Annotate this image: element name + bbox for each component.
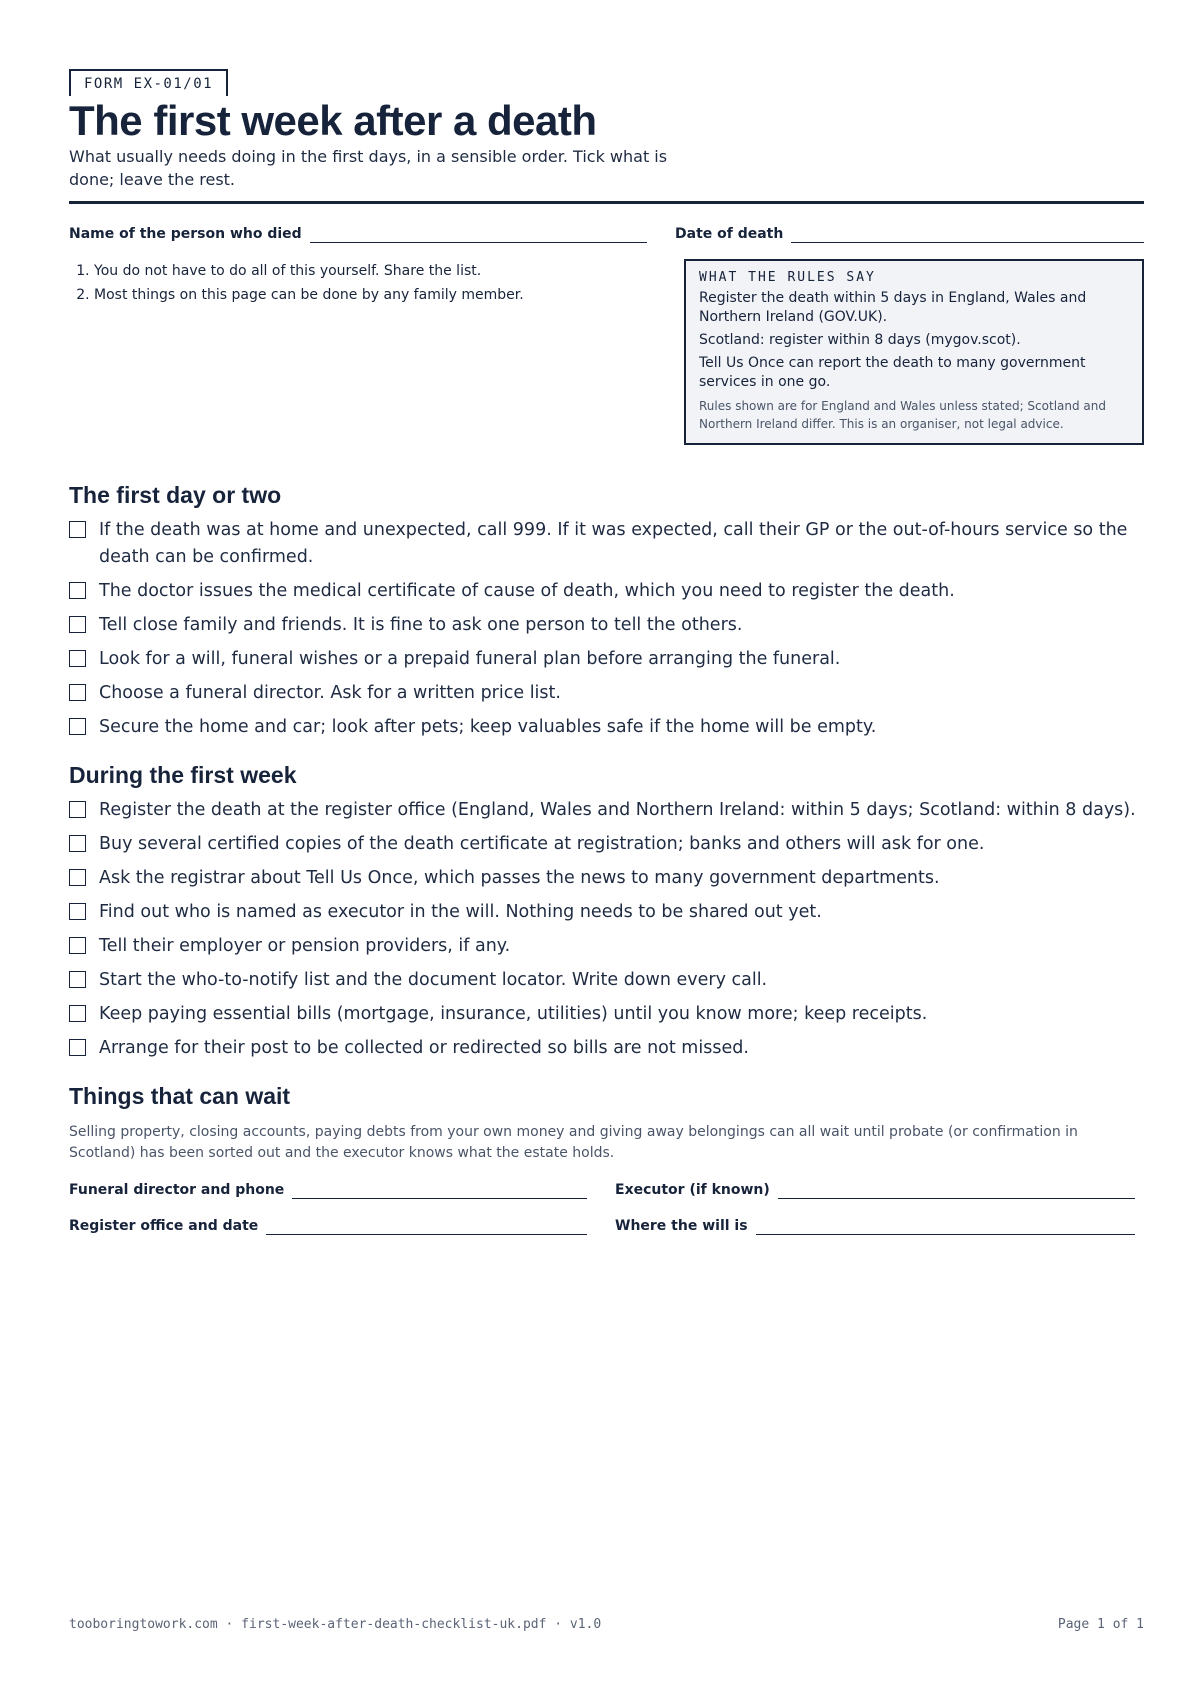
name-field-label: Name of the person who died bbox=[69, 226, 302, 242]
checklist-item bbox=[69, 831, 1144, 858]
checkbox[interactable] bbox=[69, 684, 86, 701]
form-page bbox=[69, 69, 1144, 1235]
checklist-item bbox=[69, 517, 1144, 571]
checklist-item bbox=[69, 680, 1144, 707]
checkbox[interactable] bbox=[69, 650, 86, 667]
header-divider bbox=[69, 201, 1144, 204]
note-item: 1. You do not have to do all of this yourself. Share the list. bbox=[94, 259, 524, 283]
checklist-item-text: Secure the home and car; look after pets; keep valuables safe if the home will be empty. bbox=[99, 717, 877, 737]
checklist-item-text: Tell their employer or pension providers, if any. bbox=[99, 936, 511, 956]
section-title: The first day or two bbox=[69, 482, 282, 508]
checkbox[interactable] bbox=[69, 521, 86, 538]
checklist-item bbox=[69, 714, 1144, 741]
checklist-item bbox=[69, 578, 1144, 605]
footer-page-number: Page 1 of 1 bbox=[1057, 1617, 1144, 1632]
checklist-item-text: Choose a funeral director. Ask for a written price list. bbox=[99, 683, 561, 703]
checkbox[interactable] bbox=[69, 616, 86, 633]
notes-and-rules bbox=[69, 259, 1144, 445]
rules-item: Tell Us Once can report the death to many government services in one go. bbox=[699, 355, 1086, 390]
page-footer bbox=[69, 1617, 1144, 1632]
checkbox[interactable] bbox=[69, 835, 86, 852]
checkbox[interactable] bbox=[69, 937, 86, 954]
checkbox[interactable] bbox=[69, 801, 86, 818]
checklist-item bbox=[69, 1035, 1144, 1062]
checklist-item-text: Ask the registrar about Tell Us Once, which passes the news to many government departments. bbox=[99, 868, 940, 888]
name-field bbox=[69, 224, 647, 243]
rules-item: Register the death within 5 days in England, Wales and Northern Ireland (GOV.UK). bbox=[699, 290, 1087, 325]
checkbox[interactable] bbox=[69, 903, 86, 920]
funeral-director-label: Funeral director and phone bbox=[69, 1182, 285, 1198]
page-title: The first week after a death bbox=[69, 97, 597, 144]
page-subtitle: What usually needs doing in the first days, in a sensible order. Tick what is done; leave the rest. bbox=[69, 147, 668, 189]
checklist-item-text: Arrange for their post to be collected or redirected so bills are not missed. bbox=[99, 1038, 749, 1058]
rules-disclaimer: Rules shown are for England and Wales unless stated; Scotland and Northern Ireland differ. This is an organiser, not legal advice. bbox=[699, 399, 1106, 431]
checkbox[interactable] bbox=[69, 971, 86, 988]
checklist-item bbox=[69, 933, 1144, 960]
register-office-field bbox=[69, 1216, 587, 1235]
section-title: Things that can wait bbox=[69, 1083, 291, 1109]
checklist-item bbox=[69, 797, 1144, 824]
checklist-item bbox=[69, 612, 1144, 639]
checkbox[interactable] bbox=[69, 582, 86, 599]
notes-list bbox=[69, 259, 524, 445]
register-office-label: Register office and date bbox=[69, 1218, 259, 1234]
register-office-line[interactable] bbox=[266, 1216, 587, 1235]
funeral-director-line[interactable] bbox=[292, 1180, 587, 1199]
top-fields bbox=[69, 224, 1144, 243]
rules-item: Scotland: register within 8 days (mygov.scot). bbox=[699, 332, 1021, 348]
section-can-wait bbox=[69, 1082, 1144, 1164]
rules-heading: WHAT THE RULES SAY bbox=[699, 270, 876, 285]
checklist-item-text: Register the death at the register office (England, Wales and Northern Ireland: within 5 days; Scotland: within 8 days). bbox=[99, 800, 1136, 820]
checkbox[interactable] bbox=[69, 869, 86, 886]
checklist bbox=[69, 517, 1144, 741]
note-item: 2. Most things on this page can be done by any family member. bbox=[94, 283, 524, 307]
footer-source: tooboringtowork.com · first-week-after-death-checklist-uk.pdf · v1.0 bbox=[69, 1617, 602, 1632]
executor-label: Executor (if known) bbox=[615, 1182, 770, 1198]
checklist-item bbox=[69, 865, 1144, 892]
date-field-label: Date of death bbox=[675, 226, 784, 242]
executor-line[interactable] bbox=[778, 1180, 1135, 1199]
checklist-item-text: If the death was at home and unexpected, call 999. If it was expected, call their GP or the out-of-hours service so the death can be confirmed. bbox=[99, 520, 1128, 567]
executor-field bbox=[615, 1180, 1135, 1199]
checkbox[interactable] bbox=[69, 1039, 86, 1056]
will-location-field bbox=[615, 1216, 1135, 1235]
checklist-item-text: Keep paying essential bills (mortgage, insurance, utilities) until you know more; keep receipts. bbox=[99, 1004, 928, 1024]
checklist bbox=[69, 797, 1144, 1062]
checklist-item bbox=[69, 646, 1144, 673]
section-first-days bbox=[69, 481, 1144, 741]
checklist-item bbox=[69, 967, 1144, 994]
funeral-director-field bbox=[69, 1180, 587, 1199]
form-code: FORM EX-01/01 bbox=[69, 69, 228, 96]
checkbox[interactable] bbox=[69, 718, 86, 735]
checkbox[interactable] bbox=[69, 1005, 86, 1022]
section-title: During the first week bbox=[69, 762, 297, 788]
date-field-line[interactable] bbox=[791, 224, 1144, 243]
checklist-item-text: Tell close family and friends. It is fine to ask one person to tell the others. bbox=[99, 615, 743, 635]
checklist-item-text: Start the who-to-notify list and the document locator. Write down every call. bbox=[99, 970, 768, 990]
date-field bbox=[675, 224, 1144, 243]
checklist-item bbox=[69, 1001, 1144, 1028]
will-location-line[interactable] bbox=[756, 1216, 1135, 1235]
checklist-item-text: Buy several certified copies of the death certificate at registration; banks and others will ask for one. bbox=[99, 834, 985, 854]
rules-box bbox=[684, 259, 1144, 445]
checklist-item-text: The doctor issues the medical certificate of cause of death, which you need to register the death. bbox=[99, 581, 955, 601]
section-first-week bbox=[69, 761, 1144, 1062]
will-location-label: Where the will is bbox=[615, 1218, 748, 1234]
name-field-line[interactable] bbox=[310, 224, 647, 243]
checklist-item-text: Find out who is named as executor in the will. Nothing needs to be shared out yet. bbox=[99, 902, 822, 922]
wait-text: Selling property, closing accounts, paying debts from your own money and giving away belongings can all wait until probate (or confirmation in Scotland) has been sorted out and the executor knows what the estate holds. bbox=[69, 1124, 1078, 1161]
checklist-item-text: Look for a will, funeral wishes or a prepaid funeral plan before arranging the funeral. bbox=[99, 649, 841, 669]
checklist-item bbox=[69, 899, 1144, 926]
bottom-fields bbox=[69, 1180, 1144, 1235]
